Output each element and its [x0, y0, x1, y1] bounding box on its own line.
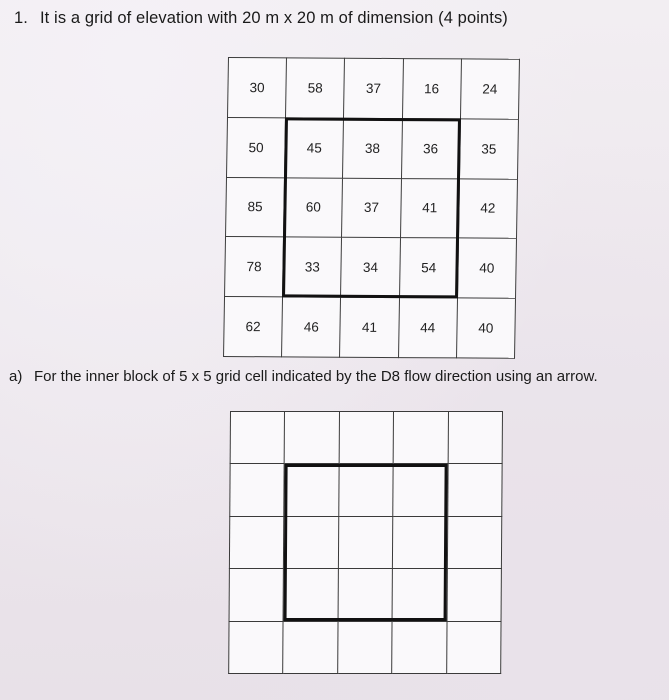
elevation-grid: [223, 57, 520, 359]
flow-cell[interactable]: [229, 516, 284, 568]
flow-cell[interactable]: [229, 621, 284, 673]
grid-row: [224, 297, 516, 359]
grid-row: [229, 516, 501, 568]
flow-cell[interactable]: [230, 464, 285, 516]
flow-cell[interactable]: [393, 464, 448, 516]
elevation-cell: 24: [460, 59, 519, 119]
elevation-cell: 85: [226, 177, 285, 237]
part-a-letter: a): [9, 368, 23, 385]
flow-cell[interactable]: [338, 569, 393, 621]
elevation-cell: 16: [402, 59, 461, 119]
question-1: [14, 9, 508, 28]
elevation-cell: 35: [459, 119, 518, 179]
grid-row: [228, 58, 520, 120]
grid-row: [230, 464, 502, 516]
flow-cell[interactable]: [447, 569, 502, 621]
elevation-cell: 46: [282, 297, 341, 357]
flow-direction-table: [228, 411, 503, 674]
elevation-cell: 50: [227, 117, 286, 177]
flow-cell[interactable]: [392, 621, 447, 673]
flow-cell[interactable]: [229, 569, 284, 621]
flow-cell[interactable]: [447, 464, 502, 516]
flow-cell[interactable]: [448, 412, 503, 464]
grid-row: [230, 412, 502, 464]
flow-cell[interactable]: [230, 412, 285, 464]
flow-cell[interactable]: [339, 412, 394, 464]
elevation-cell: 34: [341, 238, 400, 298]
elevation-cell: 37: [342, 178, 401, 238]
flow-cell[interactable]: [393, 516, 448, 568]
flow-cell[interactable]: [284, 464, 339, 516]
elevation-cell: 37: [344, 58, 403, 118]
flow-cell[interactable]: [283, 569, 338, 621]
elevation-table: [223, 57, 520, 359]
elevation-cell: 60: [284, 177, 343, 237]
flow-cell[interactable]: [284, 516, 339, 568]
elevation-cell: 36: [401, 118, 460, 178]
grid-row: [229, 621, 501, 673]
elevation-cell: 30: [228, 58, 287, 118]
flow-cell[interactable]: [393, 412, 448, 464]
flow-cell[interactable]: [337, 621, 392, 673]
elevation-cell: 44: [398, 298, 457, 358]
elevation-cell: 41: [400, 178, 459, 238]
elevation-cell: 58: [286, 58, 345, 118]
elevation-cell: 40: [457, 238, 516, 298]
elevation-cell: 33: [283, 237, 342, 297]
question-text: It is a grid of elevation with 20 m x 20 m of dimension (4 points): [40, 9, 508, 27]
flow-cell[interactable]: [283, 621, 338, 673]
elevation-cell: 54: [399, 238, 458, 298]
elevation-cell: 45: [285, 118, 344, 178]
flow-cell[interactable]: [447, 516, 502, 568]
grid-row: [229, 569, 501, 621]
elevation-cell: 38: [343, 118, 402, 178]
elevation-cell: 42: [458, 179, 517, 239]
part-a: [9, 368, 598, 385]
flow-cell[interactable]: [392, 569, 447, 621]
grid-row: [226, 177, 518, 239]
elevation-cell: 62: [224, 297, 283, 357]
grid-row: [227, 117, 519, 179]
elevation-cell: 40: [456, 298, 515, 358]
flow-cell[interactable]: [285, 412, 340, 464]
flow-cell[interactable]: [446, 621, 501, 673]
elevation-cell: 78: [225, 237, 284, 297]
flow-cell[interactable]: [339, 464, 394, 516]
elevation-cell: 41: [340, 297, 399, 357]
grid-row: [225, 237, 517, 299]
question-number: 1.: [14, 9, 28, 27]
flow-cell[interactable]: [338, 516, 393, 568]
part-a-text: For the inner block of 5 x 5 grid cell indicated by the D8 flow direction using an arrow.: [34, 368, 598, 385]
flow-direction-grid: [228, 411, 503, 674]
